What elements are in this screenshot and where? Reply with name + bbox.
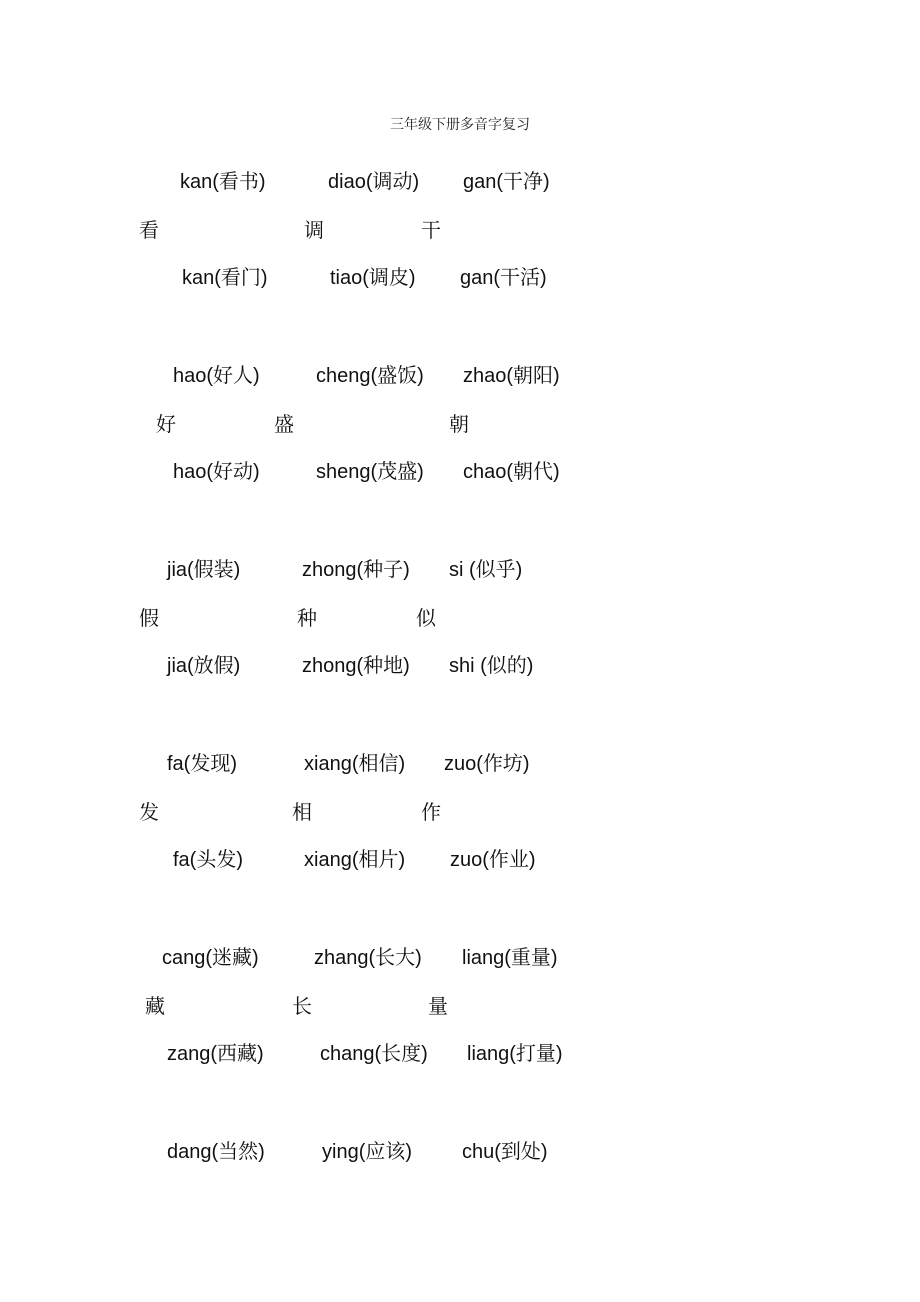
polyphone-char: 朝 (449, 412, 469, 436)
pinyin-entry: cang(迷藏) (162, 947, 259, 969)
pinyin-entry: kan(看门) (182, 267, 268, 289)
pinyin-entry: zuo(作业) (450, 849, 536, 871)
pinyin-entry: fa(发现) (167, 753, 237, 775)
pinyin-entry: tiao(调皮) (330, 267, 416, 289)
pinyin-entry: zhang(长大) (314, 947, 422, 969)
pinyin-entry: ying(应该) (322, 1141, 413, 1163)
pinyin-entry: liang(打量) (467, 1043, 563, 1065)
pinyin-entry: hao(好动) (173, 461, 260, 483)
pinyin-entry: zhao(朝阳) (463, 365, 560, 387)
pinyin-entry: chang(长度) (320, 1043, 428, 1065)
pinyin-entry: diao(调动) (328, 171, 420, 193)
pinyin-entry: sheng(茂盛) (316, 461, 424, 483)
pinyin-entry: gan(干活) (460, 267, 547, 289)
pinyin-entry: zuo(作坊) (444, 753, 530, 775)
polyphone-char: 看 (139, 218, 159, 242)
polyphone-char: 盛 (274, 412, 294, 436)
pinyin-entry: xiang(相信) (304, 753, 406, 775)
pinyin-entry: liang(重量) (462, 947, 558, 969)
pinyin-entry: fa(头发) (173, 849, 243, 871)
pinyin-entry: dang(当然) (167, 1141, 265, 1163)
pinyin-entry: zhong(种地) (302, 655, 410, 677)
polyphone-char: 干 (421, 218, 441, 242)
pinyin-entry: jia(假装) (167, 559, 241, 581)
polyphone-char: 假 (139, 606, 159, 630)
pinyin-entry: cheng(盛饭) (316, 365, 424, 387)
pinyin-entry: jia(放假) (167, 655, 241, 677)
polyphone-char: 似 (416, 606, 436, 630)
pinyin-entry: kan(看书) (180, 171, 266, 193)
document-title: 三年级下册多音字复习 (390, 117, 530, 133)
pinyin-entry: chao(朝代) (463, 461, 560, 483)
polyphone-char: 长 (292, 994, 312, 1018)
pinyin-entry: xiang(相片) (304, 849, 406, 871)
polyphone-char: 种 (297, 606, 317, 630)
pinyin-entry: chu(到处) (462, 1141, 548, 1163)
polyphone-char: 调 (304, 218, 324, 242)
polyphone-char: 量 (428, 994, 448, 1018)
polyphone-char: 作 (421, 800, 441, 824)
polyphone-char: 相 (292, 800, 312, 824)
pinyin-entry: gan(干净) (463, 171, 550, 193)
polyphone-char: 好 (156, 412, 176, 436)
pinyin-entry: shi (似的) (449, 655, 534, 677)
pinyin-entry: hao(好人) (173, 365, 260, 387)
polyphone-char: 发 (139, 800, 159, 824)
pinyin-entry: si (似乎) (449, 559, 523, 581)
pinyin-entry: zhong(种子) (302, 559, 410, 581)
pinyin-entry: zang(西藏) (167, 1043, 264, 1065)
polyphone-char: 藏 (145, 994, 165, 1018)
